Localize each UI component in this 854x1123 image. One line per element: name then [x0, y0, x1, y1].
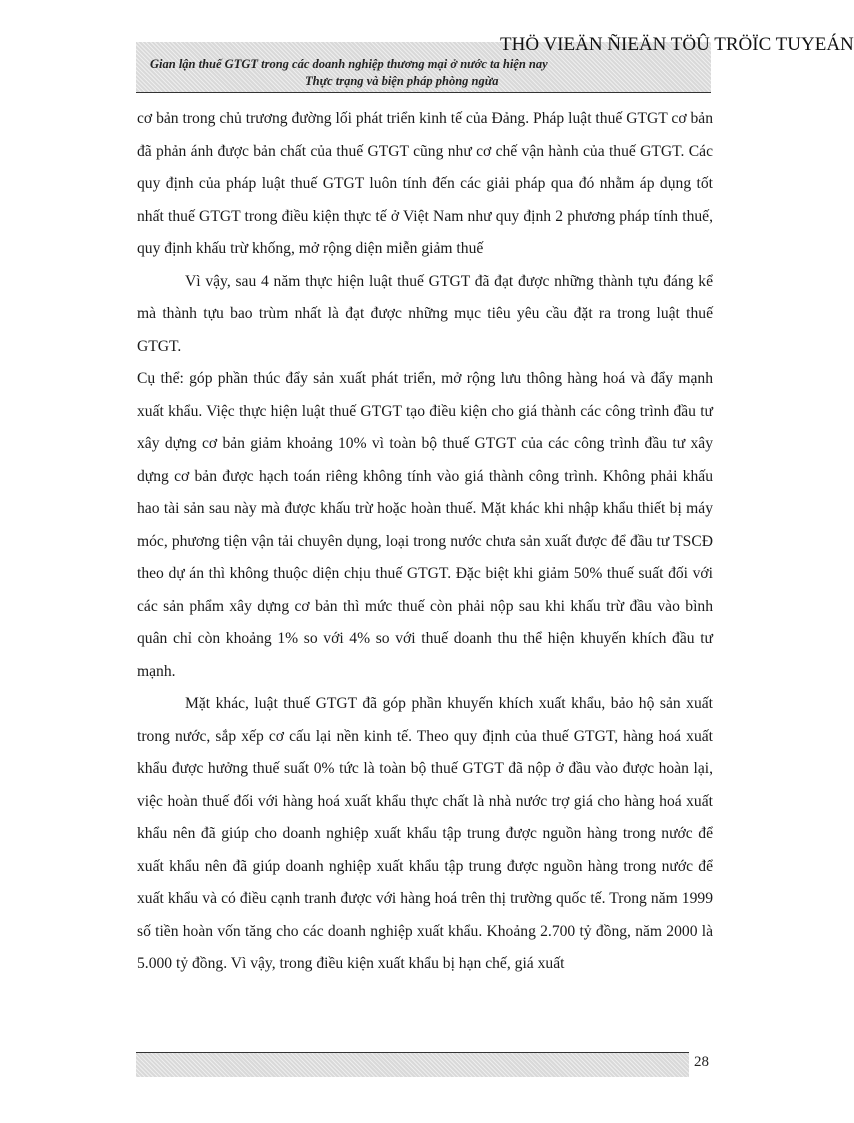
paragraph-1: cơ bản trong chủ trương đường lối phát triển kinh tế của Đảng. Pháp luật thuế GTGT cơ bản đã phản ánh được bản chất của thuế GTGT cũng như cơ chế vận hành của thuế GTGT. Các quy định của pháp luật thuế GTGT luôn tính đến các giải pháp qua đó nhằm áp dụng tốt nhất thuế GTGT trong điều kiện thực tế ở Việt Nam như quy định 2 phương pháp tính thuế, quy định khấu trừ khống, mở rộng diện miễn giảm thuế	[137, 110, 713, 257]
paragraph-2: Vì vậy, sau 4 năm thực hiện luật thuế GTGT đã đạt được những thành tựu đáng kể mà thành tựu bao trùm nhất là đạt được những mục tiêu yêu cầu đặt ra trong luật thuế GTGT.	[137, 272, 713, 355]
header-subtitle: Thực trạng và biện pháp phòng ngừa	[305, 74, 499, 88]
page-number: 28	[694, 1054, 709, 1070]
paragraph-3: Cụ thể: góp phần thúc đẩy sản xuất phát triển, mở rộng lưu thông hàng hoá và đẩy mạnh xuất khẩu. Việc thực hiện luật thuế GTGT tạo điều kiện cho giá thành các công trình đầu tư xây dựng cơ bản giảm khoảng 10% vì toàn bộ thuế GTGT của các công trình đầu tư xây dựng cơ bản được hạch toán riêng không tính vào giá thành công trình. Không phải khấu hao tài sản sau này mà được khấu trừ hoặc hoàn thuế. Mặt khác khi nhập khẩu thiết bị máy móc, phương tiện vận tải chuyên dụng, loại trong nước chưa sản xuất được để đầu tư TSCĐ theo dự án thì không thuộc diện chịu thuế GTGT. Đặc biệt khi giảm 50% thuế suất đối với các sản phẩm xây dựng cơ bản thì mức thuế còn phải nộp sau khi khấu trừ đầu vào bình quân chỉ còn khoảng 1% so với 4% so với thuế doanh thu thể hiện khuyến khích đầu tư mạnh.	[137, 370, 713, 680]
watermark-text: THÖ VIEÄN ÑIEÄN TÖÛ TRÖÏC TUYEÁN	[500, 34, 854, 55]
paragraph-4: Mặt khác, luật thuế GTGT đã góp phần khuyến khích xuất khẩu, bảo hộ sản xuất trong nước, sắp xếp cơ cấu lại nền kinh tế. Theo quy định của thuế GTGT, hàng hoá xuất khẩu được hưởng thuế suất 0% tức là toàn bộ thuế GTGT đã nộp ở đầu vào được hoàn lại, việc hoàn thuế đối với hàng hoá xuất khẩu thực chất là nhà nước trợ giá cho hàng hoá xuất khẩu nên đã giúp cho doanh nghiệp xuất khẩu tập trung được nguồn hàng trong nước để xuất khẩu nên đã giúp doanh nghiệp xuất khẩu tập trung được nguồn hàng trong nước để xuất khẩu và có điều cạnh tranh được với hàng hoá trên thị trường quốc tế. Trong năm 1999 số tiền hoàn vốn tăng cho các doanh nghiệp xuất khẩu. Khoảng 2.700 tỷ đồng, năm 2000 là 5.000 tỷ đồng. Vì vậy, trong điều kiện xuất khẩu bị hạn chế, giá xuất	[137, 695, 713, 972]
body-text	[137, 103, 713, 981]
header-title: Gian lận thuế GTGT trong các doanh nghiệp thương mại ở nước ta hiện nay	[150, 57, 548, 71]
footer-band	[136, 1052, 689, 1077]
